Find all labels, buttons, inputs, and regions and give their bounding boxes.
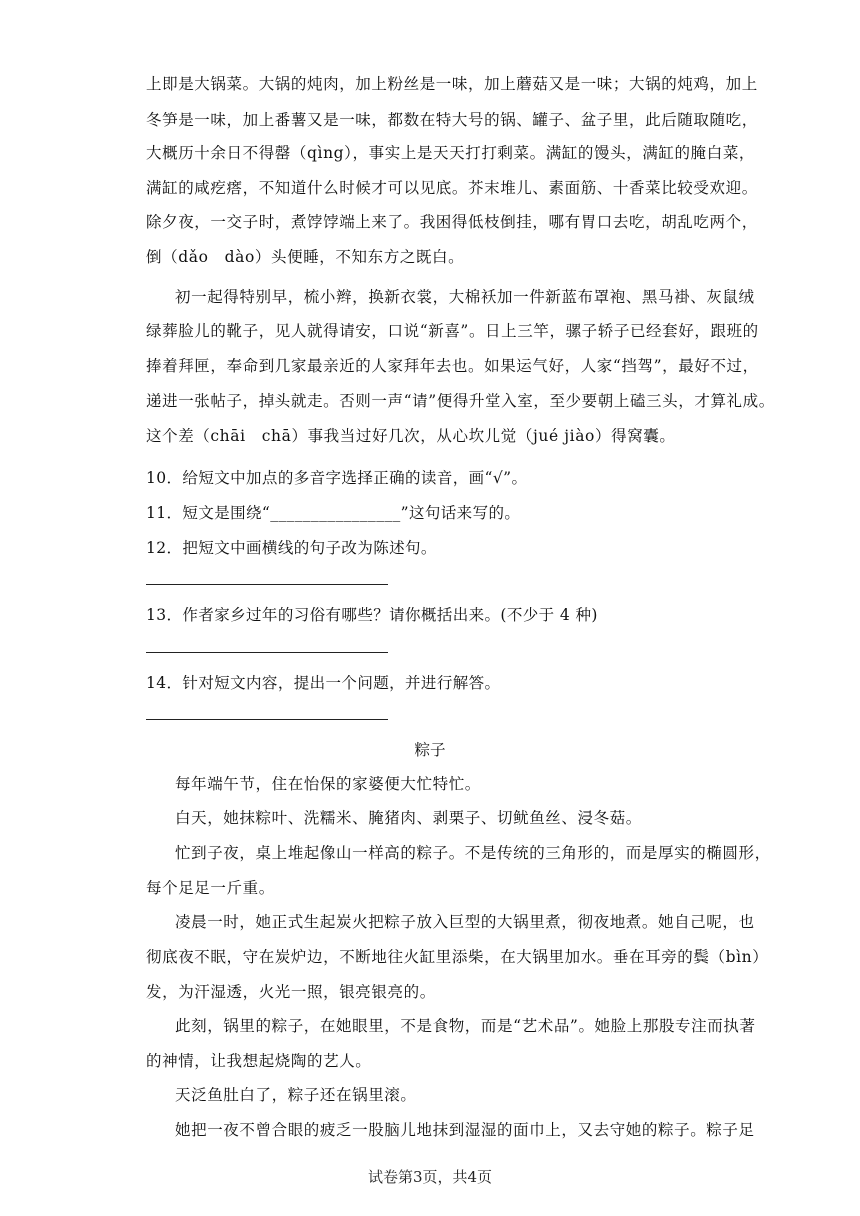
question-11: 11．短文是围绕“________________”这句话来写的。 — [146, 504, 521, 522]
answer-line-13[interactable] — [146, 652, 388, 653]
passage-line: 发，为汗湿透，火光一照，银亮银亮的。 — [146, 983, 436, 1001]
passage-line: 天泛鱼肚白了，粽子还在锅里滚。 — [175, 1086, 417, 1104]
passage-line: 此刻，锅里的粽子，在她眼里，不是食物，而是“艺术品”。她脸上那股专注而执著 — [175, 1017, 756, 1035]
answer-line-14[interactable] — [146, 719, 388, 720]
passage-line-with-dotted-char: 倒（dǎo dào）头便睡，不知东方之既白。 — [146, 248, 465, 266]
question-10: 10．给短文中加点的多音字选择正确的读音，画“√”。 — [146, 469, 528, 487]
passage-line: 除夕夜，一交子时，煮饽饽端上来了。我困得低枝倒挂，哪有胃口去吃，胡乱吃两个， — [146, 213, 758, 231]
passage-line: 初一起得特别早，梳小辫，换新衣裳，大棉袄加一件新蓝布罩袍、黑马褂、灰鼠绒 — [175, 288, 755, 306]
page-footer: 试卷第3页，共4页 — [367, 1168, 493, 1186]
passage-title: 粽子 — [414, 741, 446, 759]
question-14: 14．针对短文内容，提出一个问题，并进行解答。 — [146, 674, 501, 692]
passage-line: 每年端午节，住在怡保的家婆便大忙特忙。 — [175, 775, 481, 793]
passage-line: 递进一张帖子，掉头就走。否则一声“请”便得升堂入室，至少要朝上磕三头，才算礼成。 — [146, 392, 775, 410]
passage-line: 的神情，让我想起烧陶的艺人。 — [146, 1052, 372, 1070]
question-13: 13．作者家乡过年的习俗有哪些？请你概括出来。(不少于 4 种) — [146, 606, 598, 624]
passage-line: 忙到子夜，桌上堆起像山一样高的粽子。不是传统的三角形的，而是厚实的椭圆形， — [175, 844, 771, 862]
passage-line: 捧着拜匣，奉命到几家最亲近的人家拜年去也。如果运气好，人家“挡驾”，最好不过， — [146, 357, 759, 375]
question-12: 12．把短文中画横线的句子改为陈述句。 — [146, 539, 437, 557]
passage-line: 满缸的咸疙瘩，不知道什么时候才可以见底。芥末堆儿、素面筋、十香菜比较受欢迎。 — [146, 179, 758, 197]
passage-line: 大概历十余日不得罄（qìng），事实上是天天打打剩菜。满缸的馒头，满缸的腌白菜， — [146, 144, 756, 162]
passage-line: 她把一夜不曾合眼的疲乏一股脑儿地抹到湿湿的面巾上，又去守她的粽子。粽子足 — [175, 1121, 755, 1139]
passage-line-with-dotted-char: 这个差（chāi chā）事我当过好几次，从心坎儿觉（jué jiào）得窝囊。 — [146, 427, 676, 445]
passage-line: 每个足足一斤重。 — [146, 879, 275, 897]
passage-line: 冬笋是一味，加上番薯又是一味，都数在特大号的锅、罐子、盆子里，此后随取随吃， — [146, 111, 758, 129]
answer-line-12[interactable] — [146, 584, 388, 585]
passage-line: 上即是大锅菜。大锅的炖肉，加上粉丝是一味，加上蘑菇又是一味；大锅的炖鸡，加上 — [146, 75, 758, 93]
passage-line: 白天，她抹粽叶、洗糯米、腌猪肉、剥栗子、切鱿鱼丝、浸冬菇。 — [175, 809, 642, 827]
passage-line: 绿葬脸儿的靴子，见人就得请安，口说“新喜”。日上三竿，骡子轿子已经套好，跟班的 — [146, 322, 759, 340]
passage-line: 凌晨一时，她正式生起炭火把粽子放入巨型的大锅里煮，彻夜地煮。她自己呢，也 — [175, 913, 755, 931]
passage-line: 彻底夜不眠，守在炭炉边，不断地往火缸里添柴，在大锅里加水。垂在耳旁的鬓（bìn） — [146, 948, 769, 966]
